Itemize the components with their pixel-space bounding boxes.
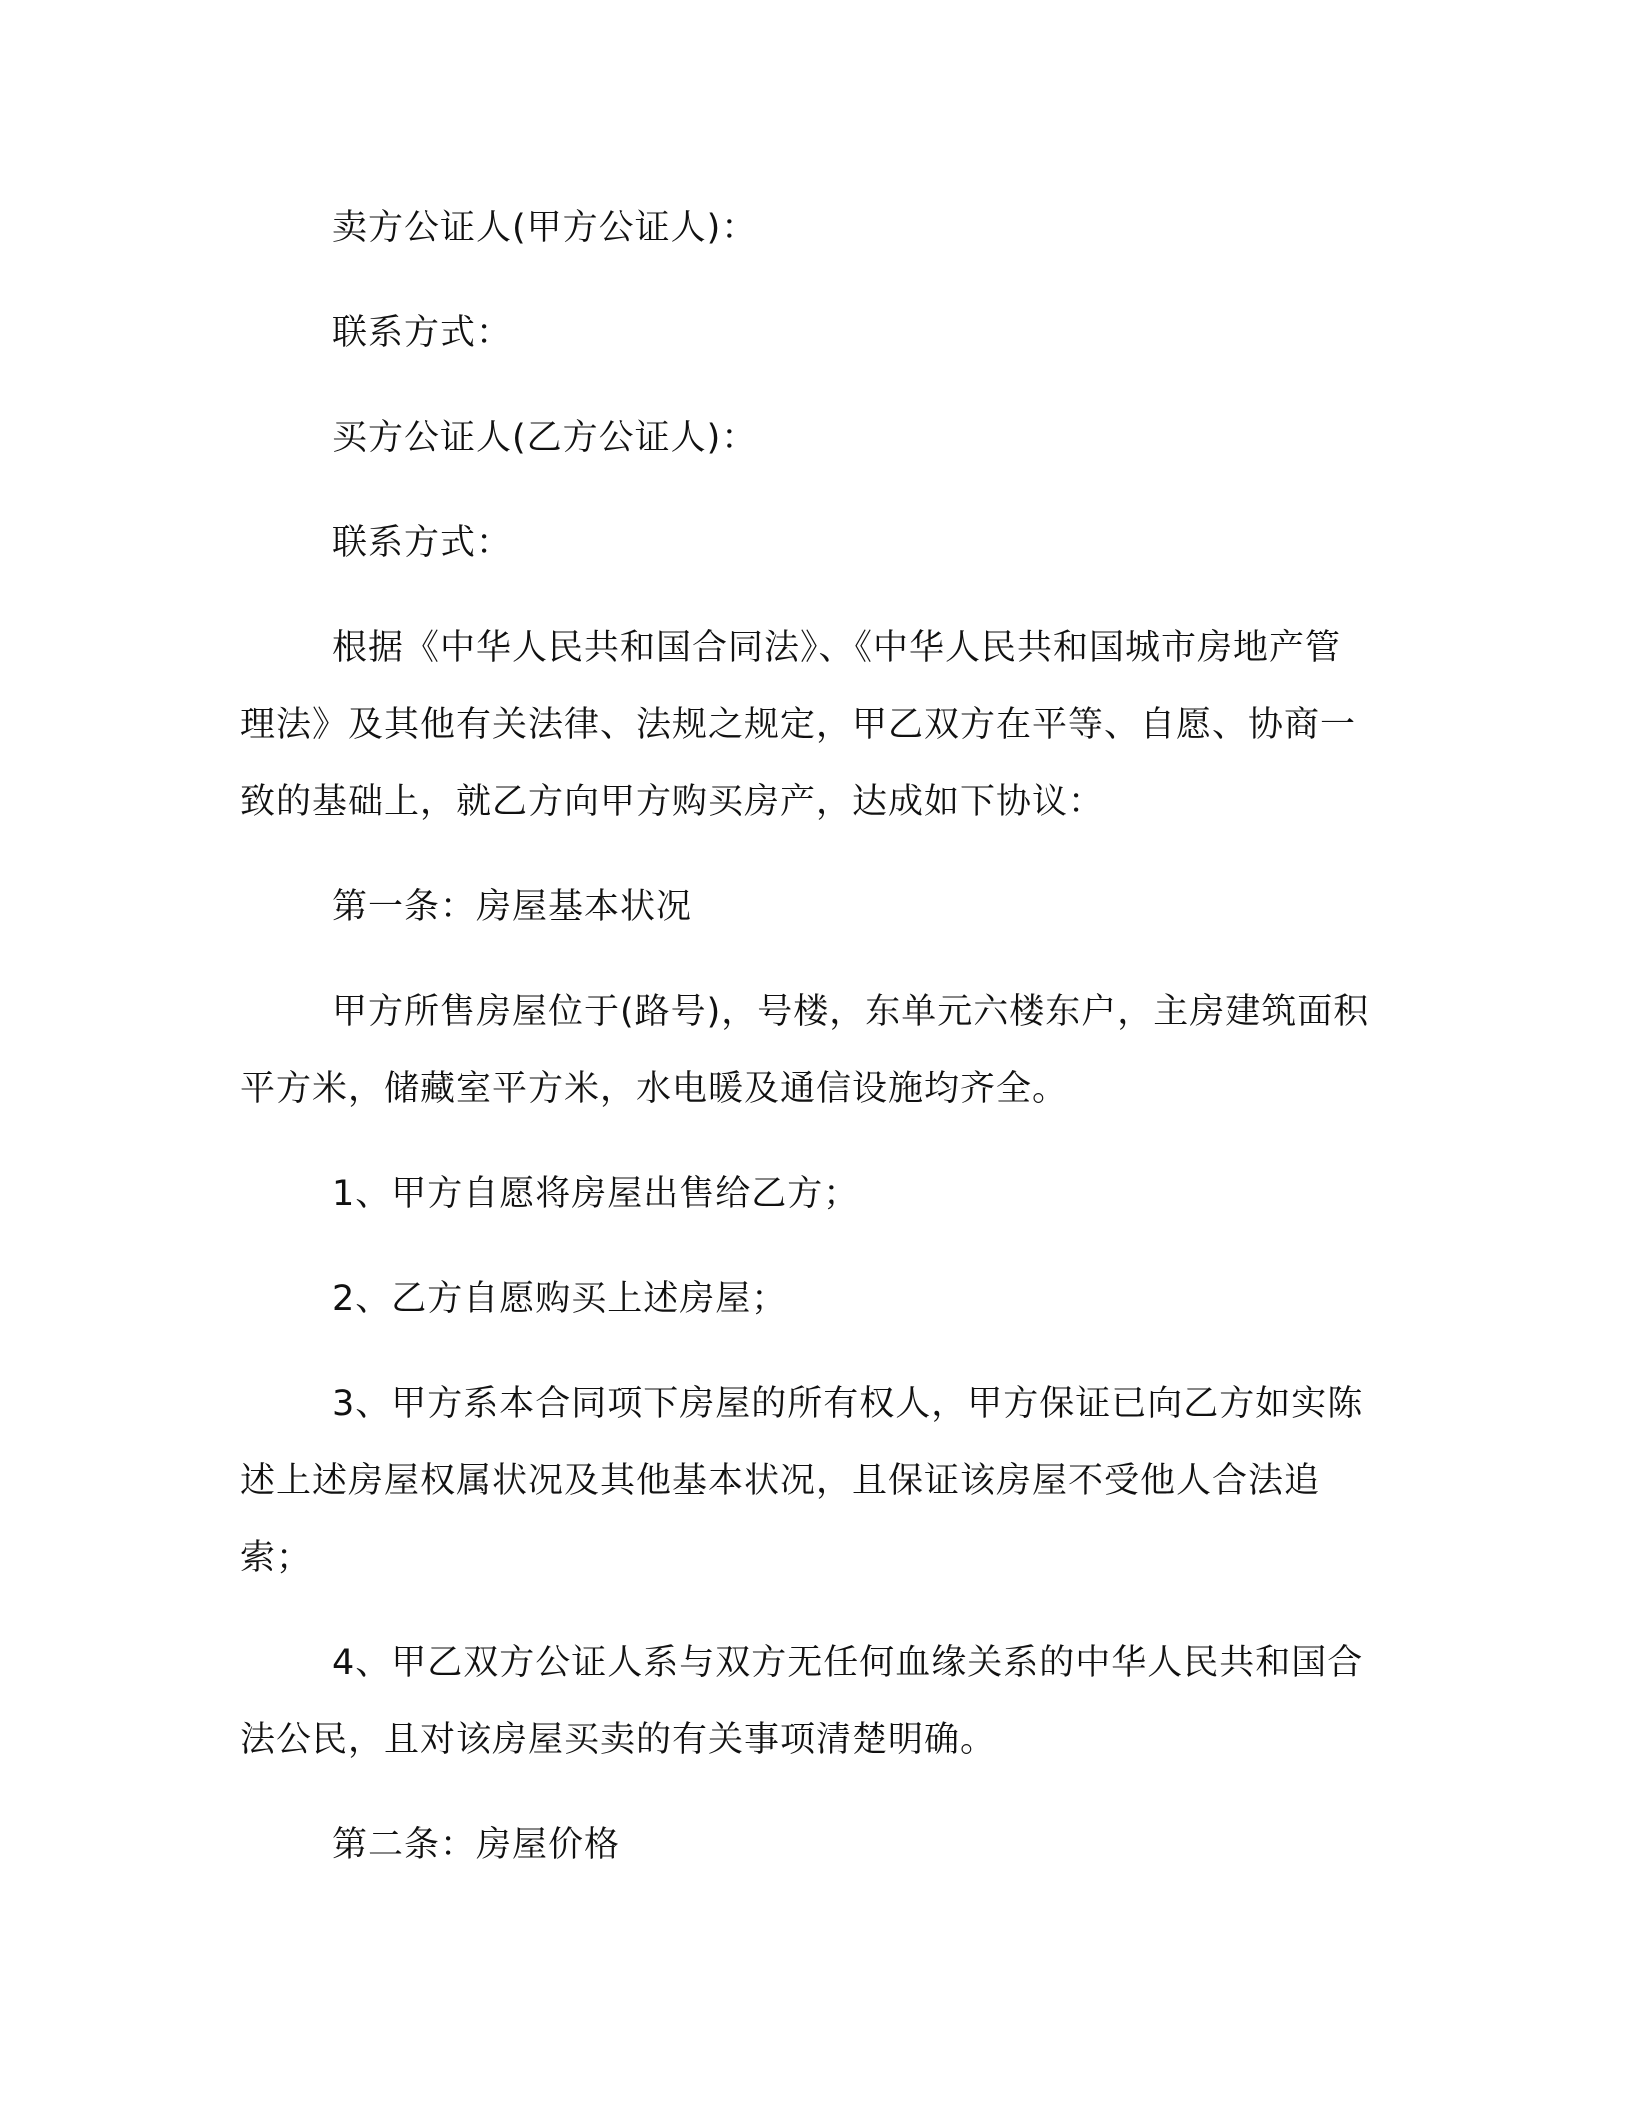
article-two-heading: 第二条：房屋价格 bbox=[332, 1825, 621, 1865]
seller-contact-label: 联系方式： bbox=[332, 313, 513, 353]
seller-notary-label: 卖方公证人(甲方公证人)： bbox=[332, 208, 758, 248]
clause-4: 4、甲乙双方公证人系与双方无任何血缘关系的中华人民共和国合法公民，且对该房屋买卖的有关事项清楚明确。 bbox=[240, 1643, 1364, 1760]
article-one-heading: 第一条：房屋基本状况 bbox=[332, 887, 693, 927]
clause-1: 1、甲方自愿将房屋出售给乙方； bbox=[332, 1174, 860, 1214]
property-description-paragraph: 甲方所售房屋位于(路号)，号楼，东单元六楼东户，主房建筑面积平方米，储藏室平方米，水电暖及通信设施均齐全。 bbox=[240, 992, 1370, 1109]
buyer-contact-label: 联系方式： bbox=[332, 523, 513, 563]
preamble-paragraph: 根据《中华人民共和国合同法》、《中华人民共和国城市房地产管理法》及其他有关法律、法规之规定，甲乙双方在平等、自愿、协商一致的基础上，就乙方向甲方购买房产，达成如下协议： bbox=[240, 628, 1357, 822]
clause-2: 2、乙方自愿购买上述房屋； bbox=[332, 1279, 788, 1319]
buyer-notary-label: 买方公证人(乙方公证人)： bbox=[332, 418, 758, 458]
clause-3: 3、甲方系本合同项下房屋的所有权人，甲方保证已向乙方如实陈述上述房屋权属状况及其他基本状况，且保证该房屋不受他人合法追索； bbox=[240, 1384, 1364, 1578]
document-body bbox=[240, 190, 1375, 1884]
